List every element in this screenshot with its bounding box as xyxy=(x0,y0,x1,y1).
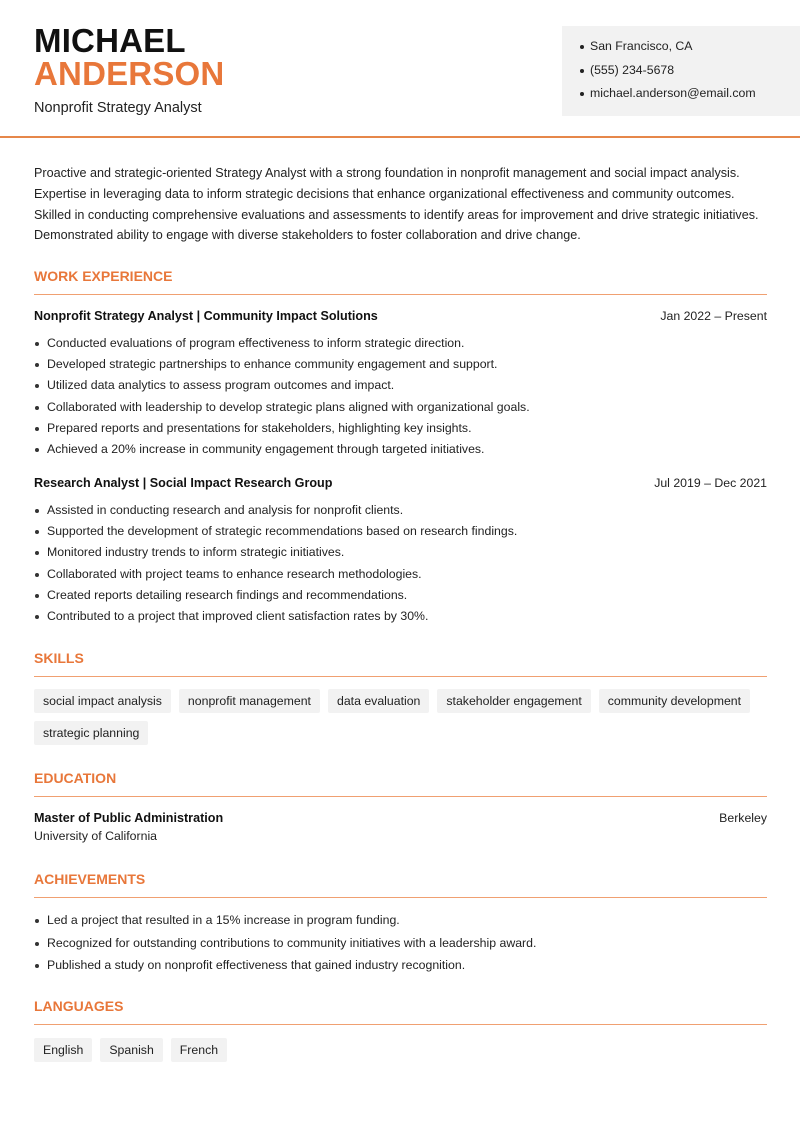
skill-tag: nonprofit management xyxy=(179,689,320,713)
skill-tag: stakeholder engagement xyxy=(437,689,590,713)
skills-list xyxy=(34,689,767,745)
section-title-achievements: ACHIEVEMENTS xyxy=(34,871,767,898)
language-tag: French xyxy=(171,1038,227,1062)
achievements-list xyxy=(34,913,767,981)
list-item: Prepared reports and presentations for stakeholders, highlighting key insights. xyxy=(34,421,767,442)
contact-phone: (555) 234-5678 xyxy=(580,63,800,87)
section-title-languages: LANGUAGES xyxy=(34,998,767,1025)
list-item: Created reports detailing research findings and recommendations. xyxy=(34,588,767,609)
section-title-work: WORK EXPERIENCE xyxy=(34,268,767,295)
list-item: Assisted in conducting research and analysis for nonprofit clients. xyxy=(34,503,767,524)
languages-list xyxy=(34,1038,767,1062)
list-item: Collaborated with project teams to enhance research methodologies. xyxy=(34,567,767,588)
job-entry-1 xyxy=(34,309,767,323)
first-name: MICHAEL xyxy=(34,22,186,59)
list-item: Recognized for outstanding contributions to community initiatives with a leadership award. xyxy=(34,936,767,959)
list-item: Developed strategic partnerships to enhance community engagement and support. xyxy=(34,357,767,378)
list-item: Utilized data analytics to assess program outcomes and impact. xyxy=(34,378,767,399)
list-item: Published a study on nonprofit effectiveness that gained industry recognition. xyxy=(34,958,767,981)
skill-tag: data evaluation xyxy=(328,689,429,713)
job-role: Nonprofit Strategy Analyst | Community Impact Solutions xyxy=(34,309,378,323)
skill-tag: social impact analysis xyxy=(34,689,171,713)
list-item: Achieved a 20% increase in community engagement through targeted initiatives. xyxy=(34,442,767,463)
education-entry xyxy=(34,811,767,843)
skill-tag: community development xyxy=(599,689,750,713)
contact-box xyxy=(562,26,800,116)
job-dates: Jan 2022 – Present xyxy=(660,309,767,323)
summary: Proactive and strategic-oriented Strategy Analyst with a strong foundation in nonprofit management and social impact analysis. Expertise in leveraging data to inform strategic decisions that enhance organizational effectiveness and community outcomes. Skilled in conducting comprehensive evaluations and assessments to identify areas for improvement and drive strategic initiatives. Demonstrated ability to engage with diverse stakeholders to foster collaboration and drive change. xyxy=(34,166,759,243)
list-item: Monitored industry trends to inform strategic initiatives. xyxy=(34,545,767,566)
job-entry-2 xyxy=(34,476,767,490)
section-title-skills: SKILLS xyxy=(34,650,767,677)
school: University of California xyxy=(34,829,158,843)
list-item: Led a project that resulted in a 15% increase in program funding. xyxy=(34,913,767,936)
language-tag: Spanish xyxy=(100,1038,162,1062)
list-item: Supported the development of strategic recommendations based on research findings. xyxy=(34,524,767,545)
list-item: Conducted evaluations of program effectiveness to inform strategic direction. xyxy=(34,336,767,357)
last-name: ANDERSON xyxy=(34,55,225,92)
language-tag: English xyxy=(34,1038,92,1062)
degree: Master of Public Administration xyxy=(34,811,224,825)
contact-location: San Francisco, CA xyxy=(580,39,800,63)
section-title-education: EDUCATION xyxy=(34,770,767,797)
skill-tag: strategic planning xyxy=(34,721,148,745)
education-location: Berkeley xyxy=(719,811,767,825)
list-item: Contributed to a project that improved client satisfaction rates by 30%. xyxy=(34,609,767,630)
resume-header xyxy=(0,0,800,138)
job-2-bullets xyxy=(34,503,767,630)
list-item: Collaborated with leadership to develop strategic plans aligned with organizational goals. xyxy=(34,400,767,421)
job-role: Research Analyst | Social Impact Research Group xyxy=(34,476,333,490)
job-title: Nonprofit Strategy Analyst xyxy=(34,100,202,116)
job-dates: Jul 2019 – Dec 2021 xyxy=(654,476,767,490)
contact-email[interactable]: michael.anderson@email.com xyxy=(580,86,800,110)
job-1-bullets xyxy=(34,336,767,463)
